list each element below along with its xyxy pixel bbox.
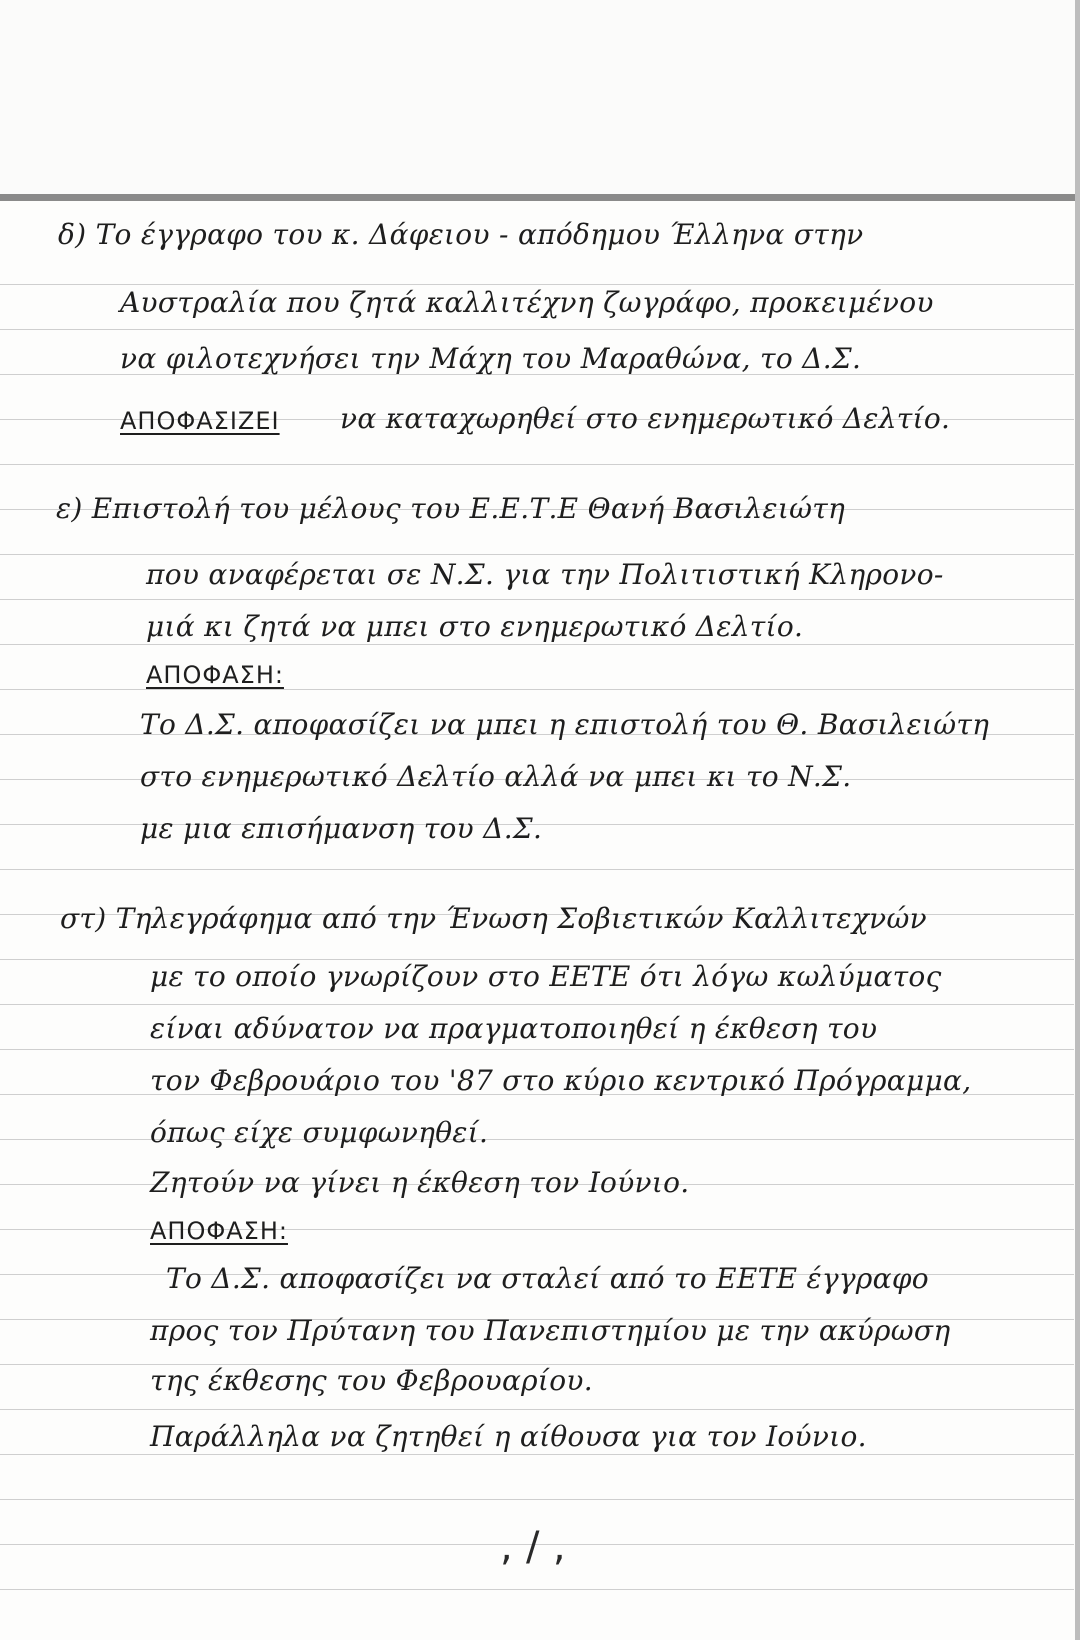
section-st-line-1: στ) Τηλεγράφημα από την Ένωση Σοβιετικών Καλλιτεχνών: [60, 902, 927, 935]
ruled-line: [0, 1589, 1074, 1590]
section-d-decision-label: ΑΠΟΦΑΣΙΖΕΙ: [120, 407, 280, 435]
section-st-decision-line-2: προς τον Πρύτανη του Πανεπιστημίου με την ακύρωση: [150, 1314, 951, 1347]
section-st-line-5: όπως είχε συμφωνηθεί.: [150, 1116, 489, 1149]
section-e-decision-label: ΑΠΟΦΑΣΗ:: [146, 661, 284, 689]
ruled-line: [0, 869, 1074, 870]
section-e-decision-line-2: στο ενημερωτικό Δελτίο αλλά να μπει κι το Ν.Σ.: [140, 760, 852, 793]
section-st-decision-line-1: Το Δ.Σ. αποφασίζει να σταλεί από το ΕΕΤΕ έγγραφο: [166, 1262, 929, 1295]
header-rule: [0, 194, 1080, 201]
ruled-line: [0, 1499, 1074, 1500]
ruled-line: [0, 1409, 1074, 1410]
section-st-line-2: με το οποίο γνωρίζουν στο ΕΕΤΕ ότι λόγω κωλύματος: [150, 960, 942, 993]
ruled-line: [0, 554, 1074, 555]
ruled-line: [0, 329, 1074, 330]
ruled-line: [0, 464, 1074, 465]
section-st-line-3: είναι αδύνατον να πραγματοποιηθεί η έκθεση του: [150, 1012, 878, 1045]
section-st-decision-label: ΑΠΟΦΑΣΗ:: [150, 1217, 288, 1245]
section-d-line-2: Αυστραλία που ζητά καλλιτέχνη ζωγράφο, προκειμένου: [120, 286, 934, 319]
section-st-decision-line-4: Παράλληλα να ζητηθεί η αίθουσα για τον Ιούνιο.: [150, 1420, 867, 1453]
ruled-line: [0, 1049, 1074, 1050]
section-st-decision-line-3: της έκθεσης του Φεβρουαρίου.: [150, 1364, 593, 1397]
page-edge: [1075, 0, 1080, 1640]
page-end-mark: , / ,: [500, 1524, 566, 1570]
ruled-line: [0, 1454, 1074, 1455]
ruled-line: [0, 644, 1074, 645]
section-d-line-3: να φιλοτεχνήσει την Μάχη του Μαραθώνα, το Δ.Σ.: [120, 342, 862, 375]
ruled-line: [0, 599, 1074, 600]
ruled-line: [0, 284, 1074, 285]
section-d-line-1: δ) Το έγγραφο του κ. Δάφειου - απόδημου Έλληνα στην: [58, 218, 864, 251]
section-e-line-3: μιά κι ζητά να μπει στο ενημερωτικό Δελτίο.: [146, 610, 804, 643]
section-st-line-4: τον Φεβρουάριο του '87 στο κύριο κεντρικό Πρόγραμμα,: [150, 1064, 972, 1097]
section-e-decision-line-1: Το Δ.Σ. αποφασίζει να μπει η επιστολή του Θ. Βασιλειώτη: [140, 708, 990, 741]
section-d-decision-text: να καταχωρηθεί στο ενημερωτικό Δελτίο.: [340, 402, 951, 435]
ruled-line: [0, 1004, 1074, 1005]
section-e-line-2: που αναφέρεται σε Ν.Σ. για την Πολιτιστική Κληρονο-: [146, 558, 944, 591]
section-e-line-1: ε) Επιστολή του μέλους του Ε.Ε.Τ.Ε Θανή Βασιλειώτη: [56, 492, 846, 525]
section-st-line-6: Ζητούν να γίνει η έκθεση τον Ιούνιο.: [150, 1166, 690, 1199]
page-header-area: [0, 0, 1080, 194]
section-e-decision-line-3: με μια επισήμανση του Δ.Σ.: [140, 812, 543, 845]
